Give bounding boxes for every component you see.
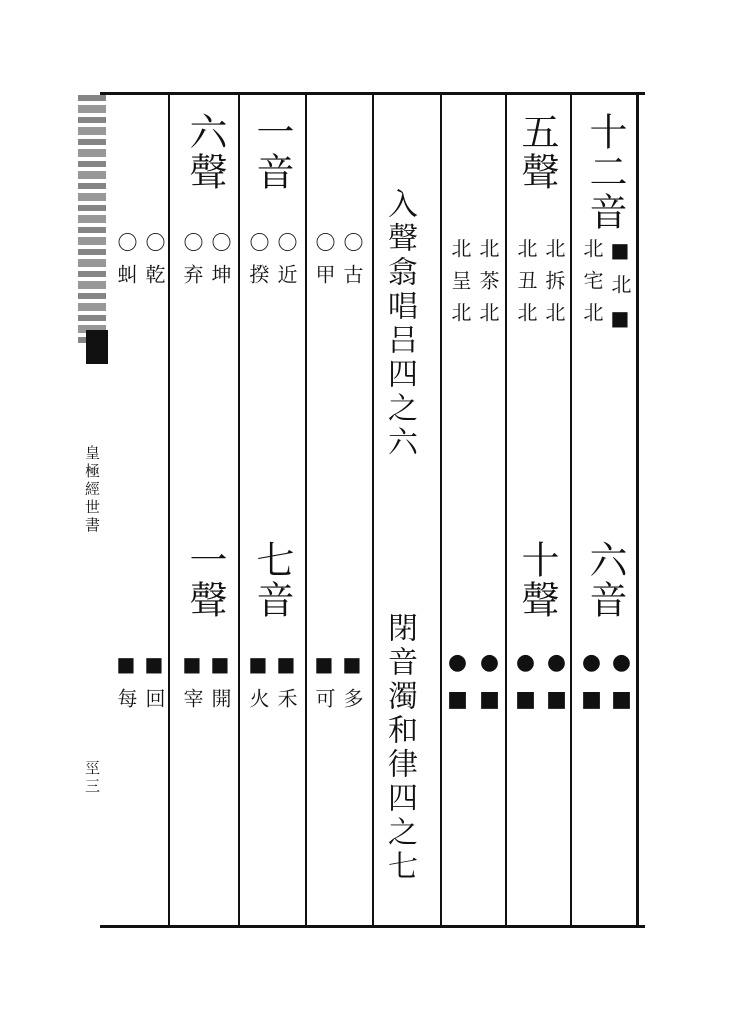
label-first-tone: 一聲 bbox=[183, 540, 227, 620]
lower-col-row: ■開 bbox=[208, 652, 232, 720]
book-title: 皇極經世書 bbox=[83, 445, 101, 535]
lower-col-row: ●■ bbox=[445, 650, 470, 724]
lower-col-row: ●■ bbox=[477, 650, 502, 724]
upper-col-row: 〇坤 bbox=[208, 232, 232, 296]
upper-col-row-1: ■北■ bbox=[608, 238, 632, 342]
upper-col-row: 〇弃 bbox=[180, 232, 204, 296]
column-rule bbox=[570, 92, 572, 928]
label-sixth-tone: 六聲 bbox=[183, 112, 227, 192]
lower-col-row: ■可 bbox=[312, 652, 336, 720]
folio-number: 巠三 bbox=[83, 760, 101, 796]
upper-col-row: 〇虯 bbox=[114, 232, 138, 296]
column-rule bbox=[305, 92, 307, 928]
label-seventh-sound: 七音 bbox=[250, 540, 294, 620]
upper-col-row: 〇古 bbox=[340, 232, 364, 296]
upper-col-row-2: 北宅北 bbox=[580, 238, 604, 334]
upper-col-row: 〇近 bbox=[274, 232, 298, 296]
label-first-sound: 一音 bbox=[250, 112, 294, 192]
heading-closed-sounds: 閉音濁和律四之七 bbox=[382, 612, 417, 884]
heading-entering-tones: 入聲翕唱吕四之六 bbox=[382, 188, 417, 460]
lower-col-row: ■每 bbox=[114, 652, 138, 720]
upper-col-row: 〇揆 bbox=[246, 232, 270, 296]
label-twelfth-sound: 十二音 bbox=[583, 112, 627, 232]
right-border bbox=[636, 92, 639, 928]
column-rule bbox=[440, 92, 442, 928]
lower-col-row: ●■ bbox=[544, 650, 569, 724]
label-sixth-sound: 六音 bbox=[583, 540, 627, 620]
upper-col-row: 〇甲 bbox=[312, 232, 336, 296]
lower-col-row: ■多 bbox=[340, 652, 364, 720]
lower-col-row: ●■ bbox=[513, 650, 538, 724]
label-fifth-tone: 五聲 bbox=[515, 112, 559, 192]
column-rule bbox=[505, 92, 507, 928]
upper-col-row: 北茶北 bbox=[476, 238, 500, 334]
upper-col-row: 北拆北 bbox=[542, 238, 566, 334]
column-rule bbox=[372, 92, 374, 928]
upper-col-row: 北呈北 bbox=[448, 238, 472, 334]
fold-fishtail-mark bbox=[86, 330, 108, 364]
upper-col-row: 〇乾 bbox=[142, 232, 166, 296]
lower-col-row: ■禾 bbox=[274, 652, 298, 720]
lower-col-row: ●■ bbox=[579, 650, 604, 724]
left-border bbox=[168, 92, 170, 928]
column-rule bbox=[238, 92, 240, 928]
lower-col-row: ■宰 bbox=[180, 652, 204, 720]
lower-col-row: ●■ bbox=[609, 650, 634, 724]
lower-col-row: ■火 bbox=[246, 652, 270, 720]
label-tenth-tone: 十聲 bbox=[515, 540, 559, 620]
lower-col-row: ■回 bbox=[142, 652, 166, 720]
page-edge-band bbox=[78, 95, 106, 345]
upper-col-row: 北丑北 bbox=[514, 238, 538, 334]
